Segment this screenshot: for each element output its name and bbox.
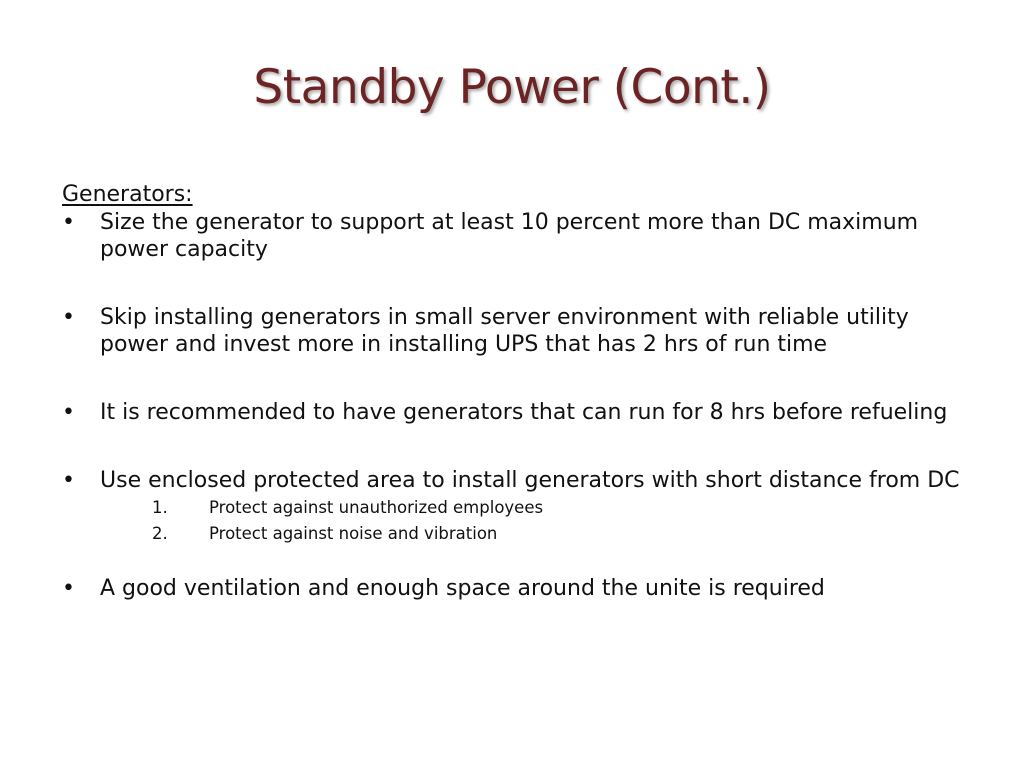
bullet-item — [62, 575, 967, 602]
item-number: 2. — [152, 524, 168, 543]
item-number: 1. — [152, 498, 168, 517]
bullet-icon: • — [62, 576, 75, 601]
bullet-item — [62, 399, 967, 426]
bullet-icon: • — [62, 400, 75, 425]
slide-body — [62, 181, 967, 602]
item-text: Protect against noise and vibration — [209, 524, 498, 543]
bullet-item — [62, 304, 967, 358]
bullet-icon: • — [62, 468, 75, 493]
bullet-text: Use enclosed protected area to install generators with short distance from DC — [100, 468, 960, 493]
numbered-item — [62, 521, 967, 547]
bullet-text: It is recommended to have generators that can run for 8 hrs before refueling — [100, 400, 948, 425]
section-heading: Generators: — [62, 182, 193, 207]
bullet-icon: • — [62, 305, 75, 330]
bullet-item — [62, 467, 967, 494]
bullet-text: A good ventilation and enough space around the unite is required — [100, 576, 825, 601]
bullet-item — [62, 209, 967, 263]
numbered-item — [62, 495, 967, 521]
numbered-sublist — [62, 495, 967, 547]
bullet-icon: • — [62, 210, 75, 235]
item-text: Protect against unauthorized employees — [209, 498, 544, 517]
bullet-text: Size the generator to support at least 10 percent more than DC maximum power capacity — [100, 210, 919, 262]
slide-title: Standby Power (Cont.) — [253, 60, 771, 115]
bullet-text: Skip installing generators in small server environment with reliable utility power and invest more in installing UPS that has 2 hrs of run time — [100, 305, 909, 357]
